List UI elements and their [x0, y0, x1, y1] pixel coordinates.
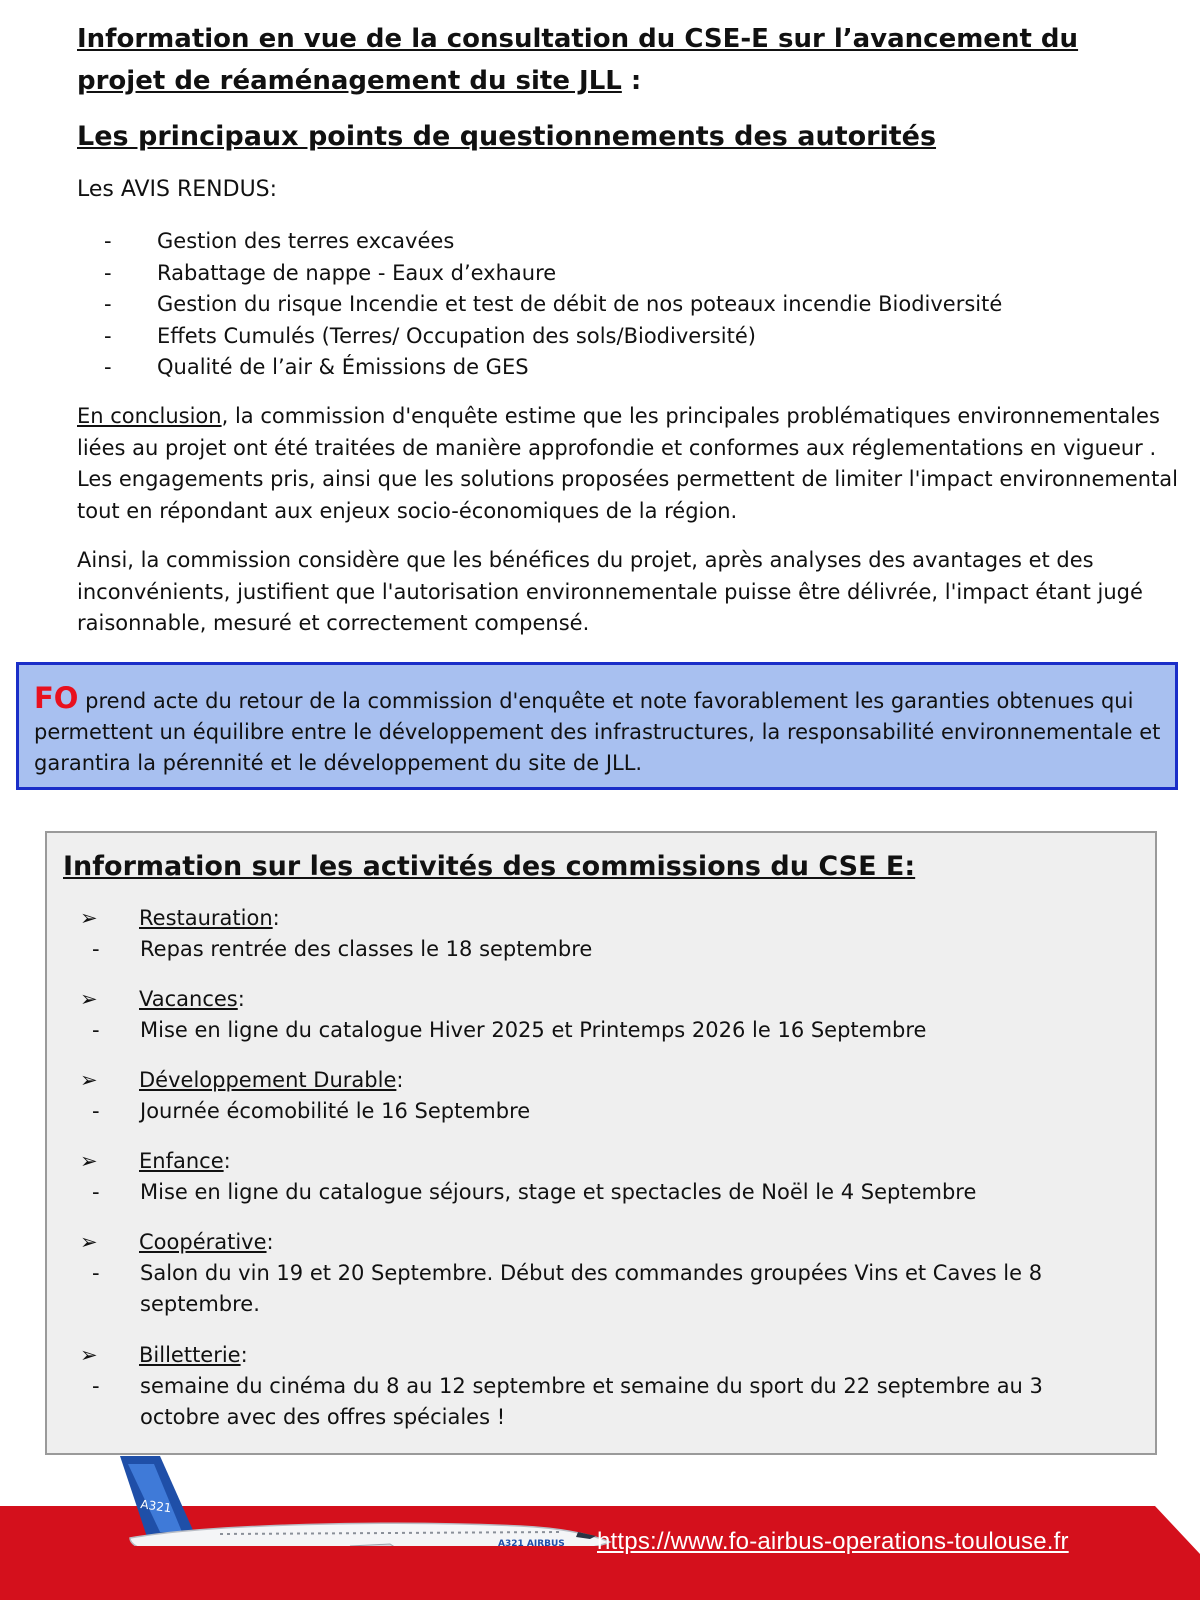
- activity-colon: :: [223, 1149, 231, 1173]
- activity-colon: :: [240, 1343, 248, 1367]
- page-title-text: Information en vue de la consultation du CSE-E sur l’avancement du projet de réaménagement du site JLL: [77, 24, 1079, 96]
- activity-colon: :: [237, 987, 245, 1011]
- page-title: [77, 18, 1137, 102]
- arrow-bullet-icon: ➢: [80, 906, 98, 930]
- list-dash: -: [92, 1099, 100, 1123]
- list-dash: -: [104, 229, 112, 253]
- list-item: [104, 226, 1002, 258]
- conclusion-paragraph-2: Ainsi, la commission considère que les bénéfices du projet, après analyses des avantages et des inconvénients, justifient que l'autorisation environnementale puisse être délivrée, l'impact étant jugé raisonnable, mesuré et correctement compensé.: [77, 548, 1143, 635]
- activity-section-vacances: [47, 984, 1147, 1046]
- list-dash: -: [104, 292, 112, 316]
- conclusion-text: , la commission d'enquête estime que les principales problématiques environnementales liées au projet ont été traitées de manière approfondie et conformes aux réglementations en vigueur . Les engagements pris, ainsi que les solutions proposées permettent de limiter l'impact environnemental tout en répondant aux enjeux socio-économiques de la région.: [77, 404, 1179, 523]
- list-dash: -: [92, 1374, 100, 1398]
- section-subtitle: Les principaux points de questionnements des autorités: [77, 121, 937, 152]
- activity-label: Restauration: [139, 906, 273, 930]
- activity-colon: :: [266, 1230, 274, 1254]
- list-item: [104, 289, 1002, 321]
- list-item-text: Gestion des terres excavées: [157, 229, 455, 253]
- plane-logo-text: A321 AIRBUS: [498, 1539, 565, 1546]
- list-dash: -: [104, 355, 112, 379]
- avis-list: [104, 226, 1002, 384]
- list-dash: -: [92, 937, 100, 961]
- list-item: [104, 352, 1002, 384]
- activity-section-cooperative: [47, 1227, 1147, 1320]
- footer-banner: [0, 1497, 1200, 1600]
- activity-colon: :: [396, 1068, 404, 1092]
- arrow-bullet-icon: ➢: [80, 1343, 98, 1367]
- list-dash: -: [104, 260, 112, 285]
- activity-label: Vacances: [139, 987, 238, 1011]
- activity-label: Enfance: [139, 1149, 224, 1173]
- list-dash: -: [92, 1180, 100, 1204]
- activity-section-developpement-durable: [47, 1065, 1147, 1127]
- conclusion-lead: En conclusion: [77, 404, 222, 428]
- activity-label: Billetterie: [139, 1343, 241, 1367]
- list-dash: -: [104, 323, 112, 348]
- fo-statement-text: prend acte du retour de la commission d'enquête et note favorablement les garanties obtenues qui permettent un équilibre entre le développement des infrastructures, la responsabilité environnementale et garantira la pérennité et le développement du site de JLL.: [34, 689, 1161, 775]
- list-dash: -: [92, 1018, 100, 1042]
- page-title-suffix: :: [621, 66, 642, 96]
- list-dash: -: [92, 1261, 100, 1285]
- list-item-text: Gestion du risque Incendie et test de débit de nos poteaux incendie Biodiversité: [157, 292, 1003, 316]
- plane-tail-text: A321: [139, 1497, 173, 1516]
- activities-title: Information sur les activités des commissions du CSE E:: [63, 851, 916, 882]
- activity-item: Mise en ligne du catalogue séjours, stage et spectacles de Noël le 4 Septembre: [140, 1180, 977, 1204]
- list-item-text: Qualité de l’air & Émissions de GES: [157, 355, 529, 379]
- arrow-bullet-icon: ➢: [80, 1149, 98, 1173]
- activity-item: Repas rentrée des classes le 18 septembre: [140, 937, 593, 961]
- activity-item: Mise en ligne du catalogue Hiver 2025 et Printemps 2026 le 16 Septembre: [140, 1018, 927, 1042]
- fo-tag: FO: [34, 681, 79, 715]
- list-item-text: Rabattage de nappe - Eaux d’exhaure: [157, 260, 557, 285]
- airplane-icon: [90, 1446, 650, 1546]
- arrow-bullet-icon: ➢: [80, 1068, 98, 1092]
- activity-section-restauration: [47, 903, 1147, 965]
- activity-colon: :: [272, 906, 280, 930]
- list-item: [104, 258, 1002, 290]
- activities-panel: [45, 831, 1157, 1455]
- website-link[interactable]: https://www.fo-airbus-operations-toulouse.fr: [597, 1528, 1069, 1555]
- conclusion-paragraph: [77, 401, 1187, 527]
- list-item-text: Effets Cumulés (Terres/ Occupation des sols/Biodiversité): [157, 323, 756, 348]
- activity-label: Développement Durable: [139, 1068, 397, 1092]
- activity-item: Journée écomobilité le 16 Septembre: [140, 1099, 531, 1123]
- activity-label: Coopérative: [139, 1230, 267, 1254]
- activity-item: semaine du cinéma du 8 au 12 septembre et semaine du sport du 22 septembre au 3 octobre avec des offres spéciales !: [140, 1374, 1043, 1429]
- activity-item: Salon du vin 19 et 20 Septembre. Début des commandes groupées Vins et Caves le 8 septembre.: [140, 1261, 1043, 1316]
- arrow-bullet-icon: ➢: [80, 1230, 98, 1254]
- arrow-bullet-icon: ➢: [80, 987, 98, 1011]
- list-item: [104, 321, 1002, 353]
- avis-heading: Les AVIS RENDUS:: [77, 177, 278, 202]
- fo-statement-box: [16, 662, 1178, 790]
- activity-section-billetterie: [47, 1340, 1147, 1433]
- activity-section-enfance: [47, 1146, 1147, 1208]
